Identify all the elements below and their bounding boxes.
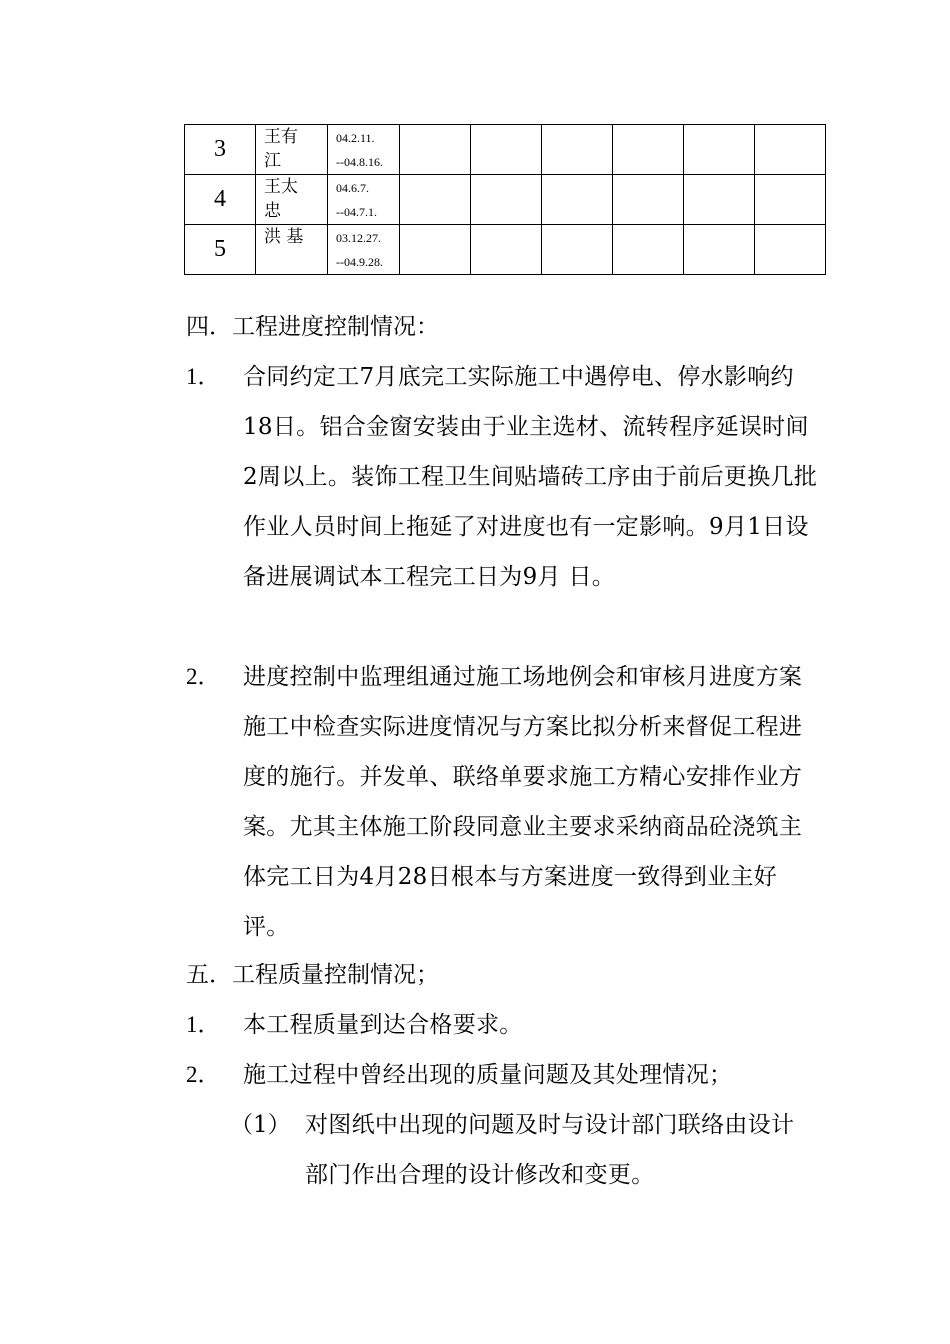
date-end: --04.9.28. <box>336 255 383 269</box>
row-number: 4 <box>185 175 256 225</box>
empty-cell <box>613 125 684 175</box>
empty-cell <box>613 225 684 275</box>
date-start: 03.12.27. <box>336 231 381 245</box>
empty-cell <box>471 225 542 275</box>
date-start: 04.6.7. <box>336 181 369 195</box>
table-row <box>185 225 826 275</box>
row-number: 5 <box>185 225 256 275</box>
empty-cell <box>400 225 471 275</box>
empty-cell <box>400 175 471 225</box>
empty-cell <box>613 175 684 225</box>
item-number: 2． <box>186 664 221 689</box>
empty-cell <box>684 125 755 175</box>
empty-cell <box>471 125 542 175</box>
person-name-text: 王有江 <box>264 127 298 171</box>
date-end: --04.7.1. <box>336 205 377 219</box>
row-number: 3 <box>185 125 256 175</box>
item-number: 2． <box>186 1062 221 1087</box>
date-range <box>328 225 400 275</box>
schedule-item-2-text: 进度控制中监理组通过施工场地例会和审核月进度方案施工中检查实际进度情况与方案比拟分析来督促工程进度的施行。并发单、联络单要求施工方精心安排作业方案。尤其主体施工阶段同意业主要求采纳商品砼浇筑主体完工日为4月28日根本与方案进度一致得到业主好评。 <box>243 664 803 940</box>
empty-cell <box>755 225 826 275</box>
person-name-text: 王太忠 <box>264 177 298 221</box>
person-name-text: 洪 基 <box>264 227 304 247</box>
item-number: 1． <box>186 364 221 389</box>
quality-item-2-text: 施工过程中曾经出现的质量问题及其处理情况； <box>243 1062 733 1088</box>
quality-item-1-text: 本工程质量到达合格要求。 <box>243 1012 523 1038</box>
subitem-number: （1） <box>230 1112 291 1138</box>
person-name <box>256 225 328 275</box>
date-end: --04.8.16. <box>336 155 383 169</box>
empty-cell <box>755 175 826 225</box>
date-range <box>328 125 400 175</box>
schedule-item-1-text: 合同约定工7月底完工实际施工中遇停电、停水影响约18日。铝合金窗安装由于业主选材、流转程序延误时间2周以上。装饰工程卫生间贴墙砖工序由于前后更换几批作业人员时间上拖延了对进度也有一定影响。9月1日设备进展调试本工程完工日为9月 日。 <box>243 364 818 590</box>
person-name <box>256 175 328 225</box>
item-number: 1． <box>186 1012 221 1037</box>
empty-cell <box>684 225 755 275</box>
empty-cell <box>471 175 542 225</box>
section-heading-schedule: 四．工程进度控制情况： <box>186 314 439 340</box>
empty-cell <box>400 125 471 175</box>
date-range <box>328 175 400 225</box>
person-name <box>256 125 328 175</box>
section-heading-quality: 五．工程质量控制情况； <box>186 962 439 988</box>
quality-subitem-1-text: 对图纸中出现的问题及时与设计部门联络由设计部门作出合理的设计修改和变更。 <box>305 1112 795 1188</box>
empty-cell <box>542 125 613 175</box>
empty-cell <box>542 225 613 275</box>
empty-cell <box>542 175 613 225</box>
date-start: 04.2.11. <box>336 131 375 145</box>
empty-cell <box>755 125 826 175</box>
table-row <box>185 125 826 175</box>
personnel-table <box>184 124 826 275</box>
empty-cell <box>684 175 755 225</box>
table-row <box>185 175 826 225</box>
